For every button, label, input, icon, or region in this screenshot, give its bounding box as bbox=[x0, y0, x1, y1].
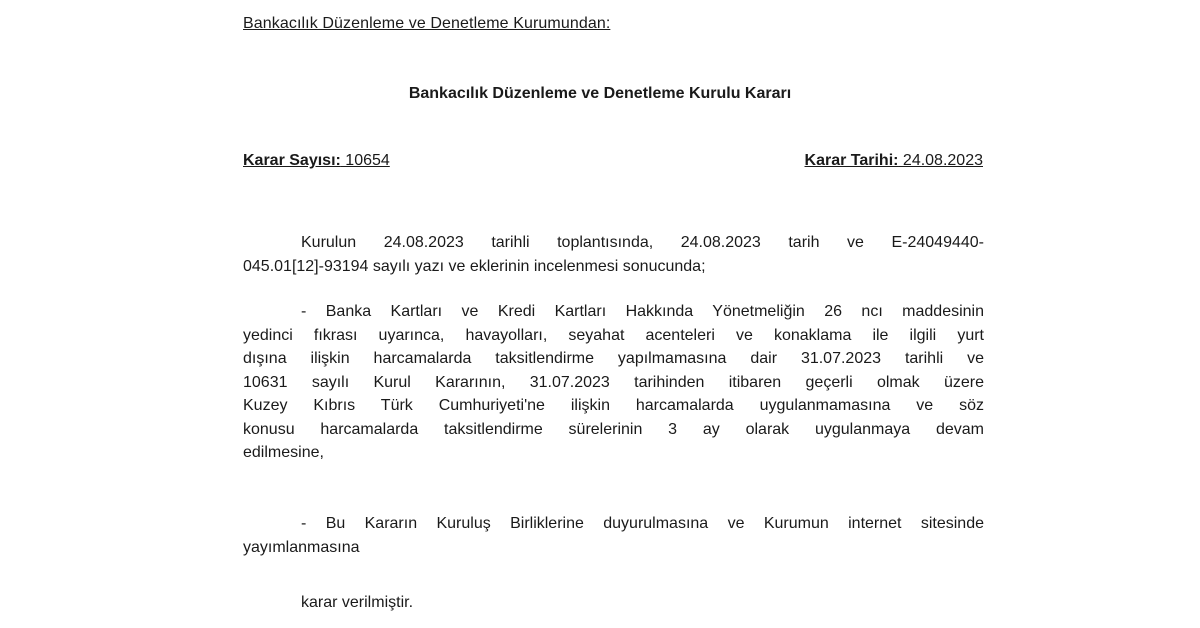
paragraph-line: 10631 sayılı Kurul Kararının, 31.07.2023 tarihinden itibaren geçerli olmak üzere bbox=[243, 373, 984, 391]
paragraph-line: konusu harcamalarda taksitlendirme sürelerinin 3 ay olarak uygulanmaya devam bbox=[243, 420, 984, 438]
decision-title: Bankacılık Düzenleme ve Denetleme Kurulu Kararı bbox=[408, 85, 792, 102]
closing-statement: karar verilmiştir. bbox=[301, 594, 414, 611]
decision-date bbox=[805, 152, 983, 170]
paragraph-line: Kuzey Kıbrıs Türk Cumhuriyeti'ne ilişkin harcamalarda uygulanmamasına ve söz bbox=[243, 397, 984, 414]
paragraph-line: yedinci fıkrası uyarınca, havayolları, seyahat acenteleri ve konaklama ile ilgili yurt bbox=[243, 326, 984, 344]
paragraph-line: edilmesine, bbox=[243, 444, 324, 461]
paragraph-intro bbox=[243, 231, 984, 278]
paragraph-article-1 bbox=[243, 300, 984, 465]
paragraph-line: dışına ilişkin harcamalarda taksitlendirme yapılmamasına dair 31.07.2023 tarihli ve bbox=[243, 350, 984, 367]
decision-number bbox=[243, 152, 390, 170]
issuer-heading: Bankacılık Düzenleme ve Denetleme Kurumundan: bbox=[243, 15, 611, 32]
paragraph-line: yayımlanmasına bbox=[243, 538, 360, 556]
paragraph-line: 045.01[12]-93194 sayılı yazı ve eklerinin incelenmesi sonucunda; bbox=[243, 257, 706, 275]
paragraph-article-2 bbox=[243, 512, 984, 559]
decision-date-label: Karar Tarihi: bbox=[804, 152, 899, 169]
decision-date-value: 24.08.2023 bbox=[898, 152, 983, 169]
decision-number-label: Karar Sayısı: bbox=[243, 152, 341, 169]
paragraph-line: - Banka Kartları ve Kredi Kartları Hakkında Yönetmeliğin 26 ncı maddesinin bbox=[301, 303, 984, 320]
decision-number-value: 10654 bbox=[340, 152, 390, 169]
paragraph-line: - Bu Kararın Kuruluş Birliklerine duyurulmasına ve Kurumun internet sitesinde bbox=[301, 515, 984, 532]
paragraph-line: Kurulun 24.08.2023 tarihli toplantısında, 24.08.2023 tarih ve E-24049440- bbox=[301, 234, 984, 251]
